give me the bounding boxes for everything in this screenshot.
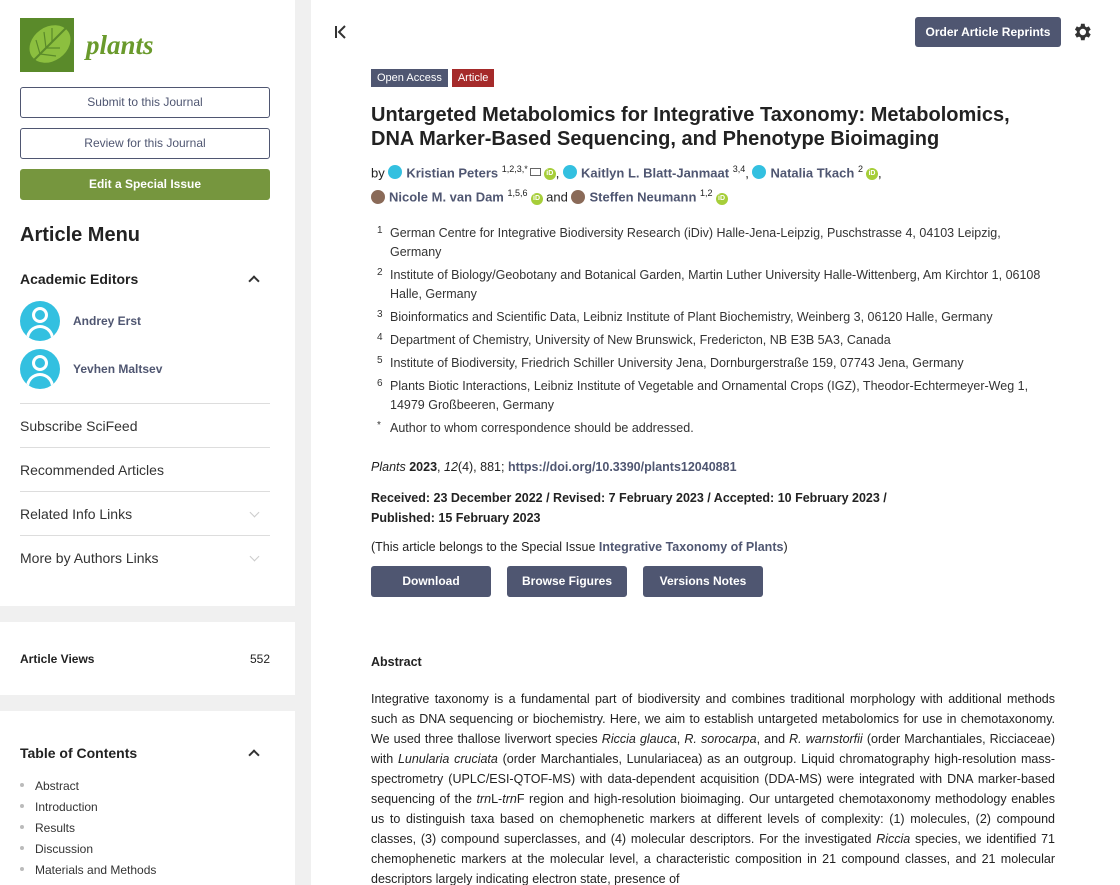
editor-name: Yevhen Maltsev bbox=[73, 362, 163, 376]
affiliation-num: 5 bbox=[377, 354, 383, 366]
author-affil: 1,2,3,* bbox=[501, 164, 528, 174]
article-title: Untargeted Metabolomics for Integrative Taxonomy: Metabolomics, DNA Marker-Based Sequencing, and Phenotype Bioimaging bbox=[371, 104, 1010, 150]
citation-journal: Plants bbox=[371, 459, 406, 474]
author-name[interactable]: Steffen Neumann bbox=[589, 189, 697, 205]
affiliation-text: German Centre for Integrative Biodiversity Research (iDiv) Halle-Jena-Leipzig, Puschstrasse 4, 04103 Leipzig, Germany bbox=[390, 225, 1001, 259]
and-label: and bbox=[546, 189, 568, 205]
author-name[interactable]: Kaitlyn L. Blatt-Janmaat bbox=[581, 165, 730, 181]
toc-heading: Table of Contents bbox=[20, 745, 138, 761]
affiliation-item bbox=[371, 419, 1055, 438]
user-icon bbox=[563, 165, 577, 179]
link-label: Recommended Articles bbox=[20, 461, 164, 478]
editor-item[interactable] bbox=[20, 301, 270, 341]
collapse-sidebar-icon[interactable] bbox=[333, 24, 349, 40]
citation-volume: 12 bbox=[444, 459, 458, 474]
article-menu-title: Article Menu bbox=[20, 224, 141, 246]
affiliation-list bbox=[371, 224, 1055, 438]
affiliation-text: Plants Biotic Interactions, Leibniz Institute of Vegetable and Ornamental Crops (IGZ), Theodor-Echtermeyer-Weg 1, 14979 Großbeeren, Germany bbox=[390, 378, 1029, 412]
dates-line: Published: 15 February 2023 bbox=[371, 510, 541, 525]
subscribe-scifeed-link[interactable] bbox=[20, 403, 270, 447]
article-views-panel bbox=[0, 622, 295, 695]
submit-journal-button[interactable]: Submit to this Journal bbox=[20, 87, 270, 118]
toc-item[interactable]: Results bbox=[20, 821, 270, 842]
orcid-icon[interactable]: iD bbox=[544, 168, 556, 180]
order-reprints-button[interactable]: Order Article Reprints bbox=[915, 17, 1061, 47]
affiliation-text: Department of Chemistry, University of New Brunswick, Fredericton, NB E3B 5A3, Canada bbox=[390, 332, 891, 347]
dates-line: Received: 23 December 2022 / Revised: 7 February 2023 / Accepted: 10 February 2023 / bbox=[371, 490, 887, 505]
article-type-badge: Article bbox=[452, 69, 495, 87]
user-icon bbox=[752, 165, 766, 179]
versions-notes-button[interactable]: Versions Notes bbox=[643, 566, 763, 597]
article-badges bbox=[371, 69, 1055, 87]
editor-item[interactable] bbox=[20, 349, 270, 389]
citation-issue: (4), 881; bbox=[457, 459, 505, 474]
sidebar bbox=[0, 0, 295, 877]
by-label: by bbox=[371, 165, 385, 181]
download-button[interactable]: Download bbox=[371, 566, 491, 597]
more-by-authors-toggle[interactable] bbox=[20, 535, 270, 579]
review-journal-button[interactable]: Review for this Journal bbox=[20, 128, 270, 159]
related-info-links-toggle[interactable] bbox=[20, 491, 270, 535]
abstract-text: Integrative taxonomy is a fundamental part of biodiversity and combines traditional morphology with additional methods such as DNA sequencing or biochemistry. Here, we aim to establish untargeted metabolomics for use in chemotaxonomy. We used three thallose liverwort species Riccia glauca, R. sorocarpa, and R. warnstorfii (order Marchantiales, Ricciaceae) with Lunularia cruciata (order Marchantiales, Lunulariacea) as an outgroup. Liquid chromatography high-resolution mass-spectrometry (UPLC/ESI-QTOF-MS) with data-dependent acquisition (DDA-MS) were integrated with DNA marker-based sequencing of the trnL-trnF region and high-resolution bioimaging. Our untargeted chemotaxonomy methodology enables us to distinguish taxa based on chemophenetic markers at different levels of complexity: (1) molecules, (2) compound classes, (3) compound superclasses, and (4) molecular descriptors. For the investigated Riccia species, we identified 71 chemophenetic markers at the molecular level, a characteristic composition in 21 compound classes, and 21 molecular descriptors largely indicating electron state, presence of bbox=[371, 691, 1056, 885]
orcid-icon[interactable]: iD bbox=[866, 168, 878, 180]
mail-icon[interactable] bbox=[530, 168, 541, 176]
citation-line: Plants 2023, 12(4), 881; https://doi.org/10.3390/plants12040881 bbox=[371, 459, 737, 474]
affiliation-num: * bbox=[377, 419, 381, 431]
article-content bbox=[371, 69, 1055, 885]
toc-item[interactable]: Discussion bbox=[20, 842, 270, 863]
journal-name: plants bbox=[86, 29, 154, 60]
link-label: Related Info Links bbox=[20, 505, 133, 522]
article-main bbox=[311, 0, 1120, 885]
toc-item[interactable]: Abstract bbox=[20, 779, 270, 800]
toc-item[interactable]: Introduction bbox=[20, 800, 270, 821]
sidebar-top-panel bbox=[0, 0, 295, 606]
affiliation-num: 1 bbox=[377, 224, 383, 236]
chevron-down-icon bbox=[250, 551, 260, 561]
link-label: More by Authors Links bbox=[20, 549, 159, 566]
author-name[interactable]: Kristian Peters bbox=[406, 165, 499, 181]
gear-icon[interactable] bbox=[1071, 21, 1093, 43]
doi-link[interactable]: https://doi.org/10.3390/plants12040881 bbox=[507, 459, 737, 474]
author-affil: 3,4 bbox=[732, 164, 746, 174]
chevron-down-icon bbox=[250, 507, 260, 517]
avatar-icon bbox=[20, 301, 60, 341]
chevron-up-icon bbox=[248, 749, 259, 760]
affiliation-item bbox=[371, 224, 1055, 262]
affiliation-text: Institute of Biology/Geobotany and Botanical Garden, Martin Luther University Halle-Wittenberg, Am Kirchtor 1, 06108 Halle, Germany bbox=[390, 267, 1041, 301]
academic-editors-heading: Academic Editors bbox=[20, 271, 139, 287]
author-photo-icon bbox=[571, 190, 585, 204]
author-name[interactable]: Nicole M. van Dam bbox=[389, 189, 504, 205]
affiliation-item bbox=[371, 354, 1055, 373]
affiliation-text: Bioinformatics and Scientific Data, Leibniz Institute of Plant Biochemistry, Weinberg 3, 06120 Halle, Germany bbox=[390, 309, 993, 324]
author-affil: 2 bbox=[857, 164, 863, 174]
orcid-icon[interactable]: iD bbox=[716, 193, 728, 205]
avatar-icon bbox=[20, 349, 60, 389]
toc-toggle[interactable] bbox=[20, 745, 270, 761]
affiliation-item bbox=[371, 266, 1055, 304]
toc-item[interactable]: Materials and Methods bbox=[20, 863, 270, 884]
abstract-heading: Abstract bbox=[371, 654, 422, 669]
special-suffix: ) bbox=[783, 539, 788, 554]
affiliation-item bbox=[371, 308, 1055, 327]
special-issue-link[interactable]: Integrative Taxonomy of Plants bbox=[598, 539, 784, 554]
link-label: Subscribe SciFeed bbox=[20, 417, 138, 434]
special-issue-note bbox=[371, 540, 1055, 554]
author-affil: 1,5,6 bbox=[507, 188, 528, 199]
editor-name: Andrey Erst bbox=[73, 314, 142, 328]
toc-list bbox=[20, 779, 270, 884]
orcid-icon[interactable]: iD bbox=[531, 193, 543, 205]
academic-editors-toggle[interactable] bbox=[20, 271, 270, 287]
affiliation-text: Institute of Biodiversity, Friedrich Schiller University Jena, Dornburgerstraße 159, 07743 Jena, Germany bbox=[390, 355, 964, 370]
browse-figures-button[interactable]: Browse Figures bbox=[507, 566, 627, 597]
article-actions bbox=[371, 566, 1055, 597]
citation-year: 2023 bbox=[409, 459, 438, 474]
affiliation-text: Author to whom correspondence should be addressed. bbox=[390, 420, 694, 435]
chevron-up-icon bbox=[248, 275, 259, 286]
open-access-badge[interactable]: Open Access bbox=[371, 69, 448, 87]
affiliation-num: 2 bbox=[377, 266, 383, 278]
affiliation-num: 3 bbox=[377, 308, 383, 320]
journal-logo[interactable] bbox=[20, 18, 270, 72]
author-list: by Kristian Peters $^{1,2,3,*}$ iD , Kaitlyn L. Blatt-Janmaat $^{3,4}$, Natalia Tkach $^2$ iD , Nicole M. van Dam $^{1,5,6}$ iD and Steffen Neumann $^{1,2}$ iD bbox=[371, 164, 882, 205]
author-photo-icon bbox=[371, 190, 385, 204]
author-affil: 1,2 bbox=[700, 188, 713, 199]
affiliation-num: 4 bbox=[377, 331, 383, 343]
author-name[interactable]: Natalia Tkach bbox=[770, 165, 855, 181]
table-of-contents-panel bbox=[0, 711, 295, 885]
user-icon bbox=[388, 165, 402, 179]
article-views-label: Article Views bbox=[20, 651, 95, 666]
affiliation-item bbox=[371, 331, 1055, 350]
affiliation-num: 6 bbox=[377, 377, 383, 389]
article-views-count: 552 bbox=[249, 651, 270, 666]
affiliation-item bbox=[371, 377, 1055, 415]
leaf-icon bbox=[20, 18, 74, 72]
recommended-articles-link[interactable] bbox=[20, 447, 270, 491]
publication-dates bbox=[371, 488, 1055, 528]
edit-special-issue-button[interactable]: Edit a Special Issue bbox=[20, 169, 270, 200]
special-prefix: (This article belongs to the Special Issue bbox=[371, 539, 599, 554]
